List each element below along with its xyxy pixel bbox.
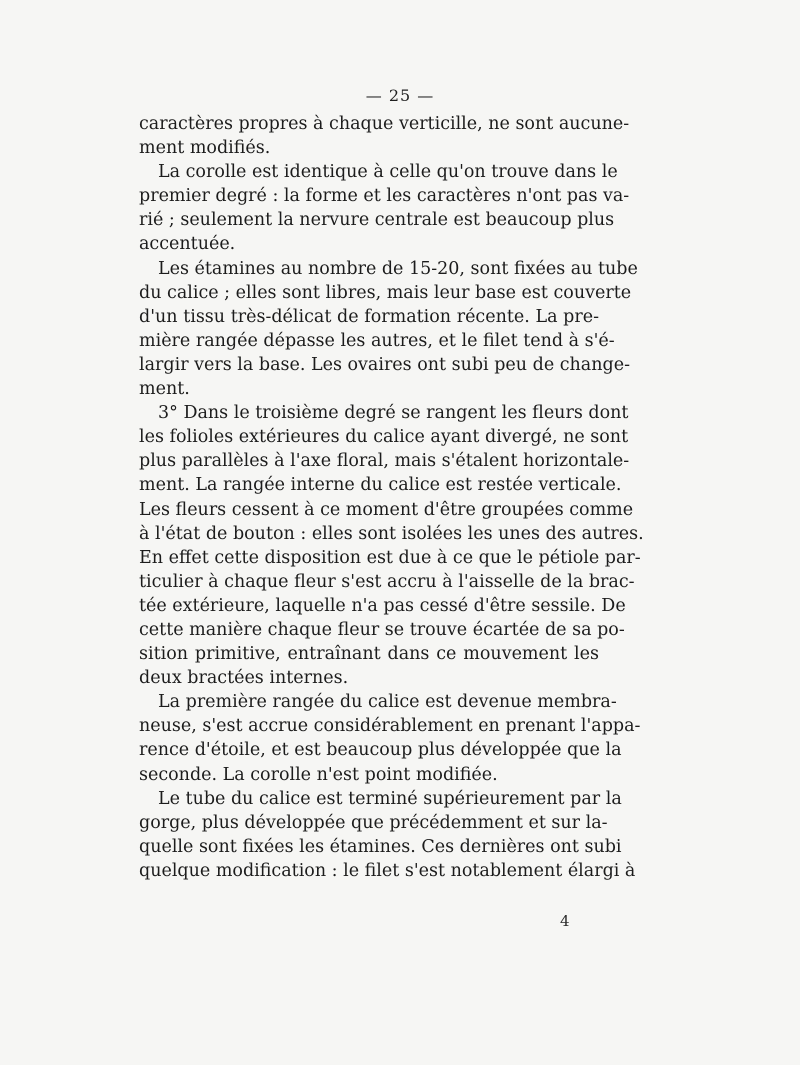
text-line: gorge, plus développée que précédemment et sur la- bbox=[139, 812, 608, 833]
text-line: La corolle est identique à celle qu'on trouve dans le bbox=[158, 162, 618, 183]
text-line: En effet cette disposition est due à ce que le pétiole par- bbox=[139, 547, 641, 568]
text-line: plus parallèles à l'axe floral, mais s'étalent horizontale- bbox=[139, 451, 630, 472]
text-line: ment. La rangée interne du calice est restée verticale. bbox=[139, 475, 622, 496]
text-line: caractères propres à chaque verticille, ne sont aucune- bbox=[139, 114, 630, 134]
text-line: Les étamines au nombre de 15-20, sont fixées au tube bbox=[158, 258, 638, 279]
text-line: premier degré : la forme et les caractères n'ont pas va- bbox=[139, 186, 630, 207]
body-text bbox=[139, 112, 644, 883]
text-line: Le tube du calice est terminé supérieurement par la bbox=[158, 788, 622, 809]
text-line: du calice ; elles sont libres, mais leur base est couverte bbox=[139, 282, 632, 303]
text-line: les folioles extérieures du calice ayant divergé, ne sont bbox=[139, 427, 629, 448]
text-line: ment. bbox=[139, 379, 190, 400]
text-line: d'un tissu très-délicat de formation récente. La pre- bbox=[139, 306, 599, 327]
text-line: tée extérieure, laquelle n'a pas cessé d'être sessile. De bbox=[139, 595, 626, 616]
text-line: La première rangée du calice est devenue membra- bbox=[158, 692, 617, 713]
text-line: deux bractées internes. bbox=[139, 668, 349, 689]
text-line: quelque modification : le filet s'est notablement élargi à bbox=[139, 860, 636, 881]
text-line: à l'état de bouton : elles sont isolées les unes des autres. bbox=[139, 523, 644, 544]
signature-mark: 4 bbox=[560, 912, 570, 930]
text-line: Les fleurs cessent à ce moment d'être groupées comme bbox=[139, 499, 634, 520]
text-line: 3° Dans le troisième degré se rangent les fleurs dont bbox=[158, 403, 629, 424]
text-line: mière rangée dépasse les autres, et le filet tend à s'é- bbox=[139, 330, 615, 351]
text-line: cette manière chaque fleur se trouve écartée de sa po- bbox=[139, 619, 625, 640]
text-line: rence d'étoile, et est beaucoup plus développée que la bbox=[139, 740, 622, 761]
text-line: accentuée. bbox=[139, 234, 236, 255]
text-line: ment modifiés. bbox=[139, 138, 271, 159]
text-line: seconde. La corolle n'est point modifiée. bbox=[139, 764, 498, 785]
text-line: quelle sont fixées les étamines. Ces dernières ont subi bbox=[139, 836, 622, 857]
page-number-header: — 25 — bbox=[365, 86, 435, 105]
text-line: rié ; seulement la nervure centrale est beaucoup plus bbox=[139, 210, 615, 231]
text-line: largir vers la base. Les ovaires ont subi peu de change- bbox=[139, 354, 630, 375]
text-line: ticulier à chaque fleur s'est accru à l'aisselle de la brac- bbox=[139, 571, 635, 592]
text-line: neuse, s'est accrue considérablement en prenant l'appa- bbox=[139, 716, 641, 737]
text-line: sition primitive, entraînant dans ce mouvement les bbox=[139, 644, 599, 665]
